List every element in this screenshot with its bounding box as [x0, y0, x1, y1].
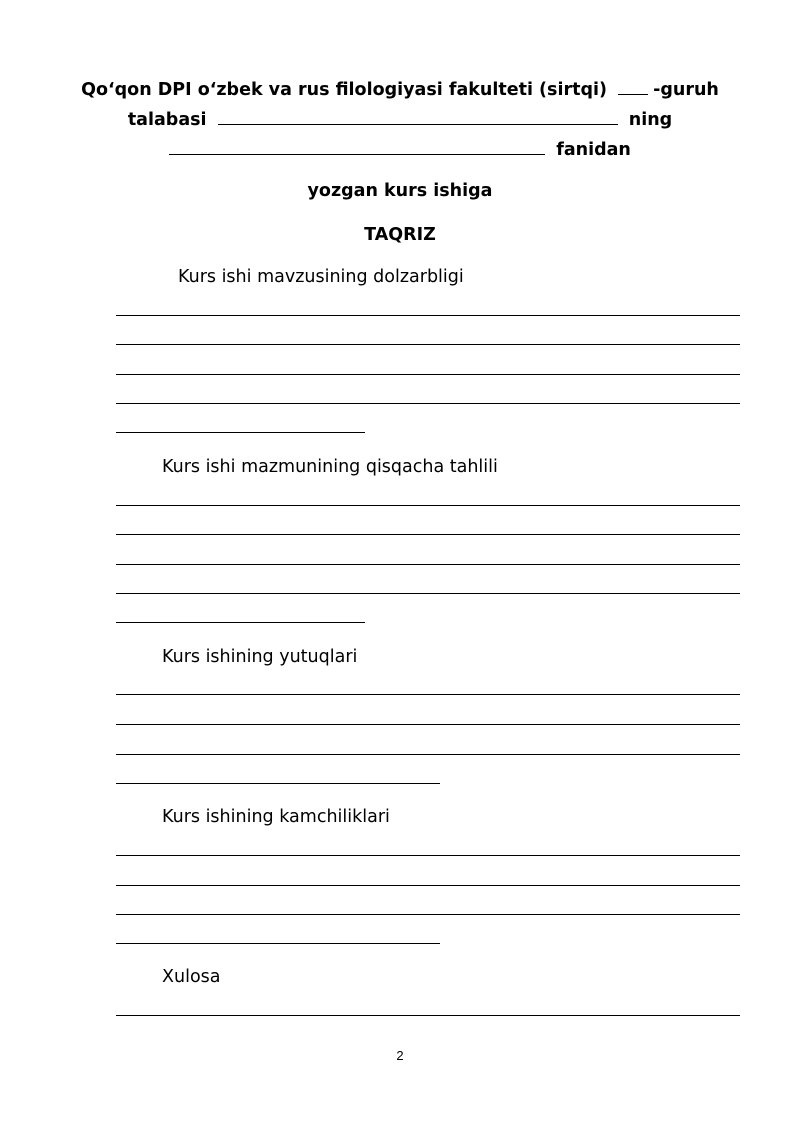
section-label-content-analysis: Kurs ishi mazmunining qisqacha tahlili [162, 457, 498, 477]
header-line-4: yozgan kurs ishiga [307, 181, 493, 201]
writing-line[interactable] [116, 344, 740, 345]
writing-line[interactable] [116, 593, 740, 594]
writing-line[interactable] [116, 754, 740, 755]
writing-line-short[interactable] [116, 943, 440, 944]
subject-suffix: fanidan [556, 140, 631, 160]
section-label-relevance: Kurs ishi mavzusining dolzarbligi [178, 267, 464, 287]
student-suffix: ning [628, 110, 673, 130]
header-line-2 [0, 109, 800, 130]
header-line-3 [0, 139, 800, 160]
header-line-1 [0, 79, 800, 100]
writing-line-short[interactable] [116, 622, 365, 623]
subject-name-blank[interactable] [169, 139, 545, 155]
student-name-blank[interactable] [218, 109, 618, 125]
writing-line[interactable] [116, 534, 740, 535]
writing-line[interactable] [116, 724, 740, 725]
section-label-achievements: Kurs ishining yutuqlari [162, 647, 358, 667]
group-number-blank[interactable] [618, 79, 648, 95]
section-label-conclusion: Xulosa [162, 967, 221, 987]
writing-line[interactable] [116, 914, 740, 915]
document-title: TAQRIZ [364, 225, 436, 245]
section-label-shortcomings: Kurs ishining kamchiliklari [162, 807, 390, 827]
group-suffix: -guruh [653, 80, 719, 100]
writing-line[interactable] [116, 374, 740, 375]
faculty-text: Qo‘qon DPI o‘zbek va rus filologiyasi fakulteti (sirtqi) [81, 80, 607, 100]
writing-line[interactable] [116, 403, 740, 404]
writing-line[interactable] [116, 694, 740, 695]
writing-line[interactable] [116, 315, 740, 316]
writing-line[interactable] [116, 505, 740, 506]
writing-line-short[interactable] [116, 783, 440, 784]
writing-line-short[interactable] [116, 432, 365, 433]
page-number: 2 [396, 1048, 404, 1063]
writing-line[interactable] [116, 1015, 740, 1016]
writing-line[interactable] [116, 855, 740, 856]
writing-line[interactable] [116, 564, 740, 565]
student-prefix: talabasi [127, 110, 207, 130]
writing-line[interactable] [116, 885, 740, 886]
